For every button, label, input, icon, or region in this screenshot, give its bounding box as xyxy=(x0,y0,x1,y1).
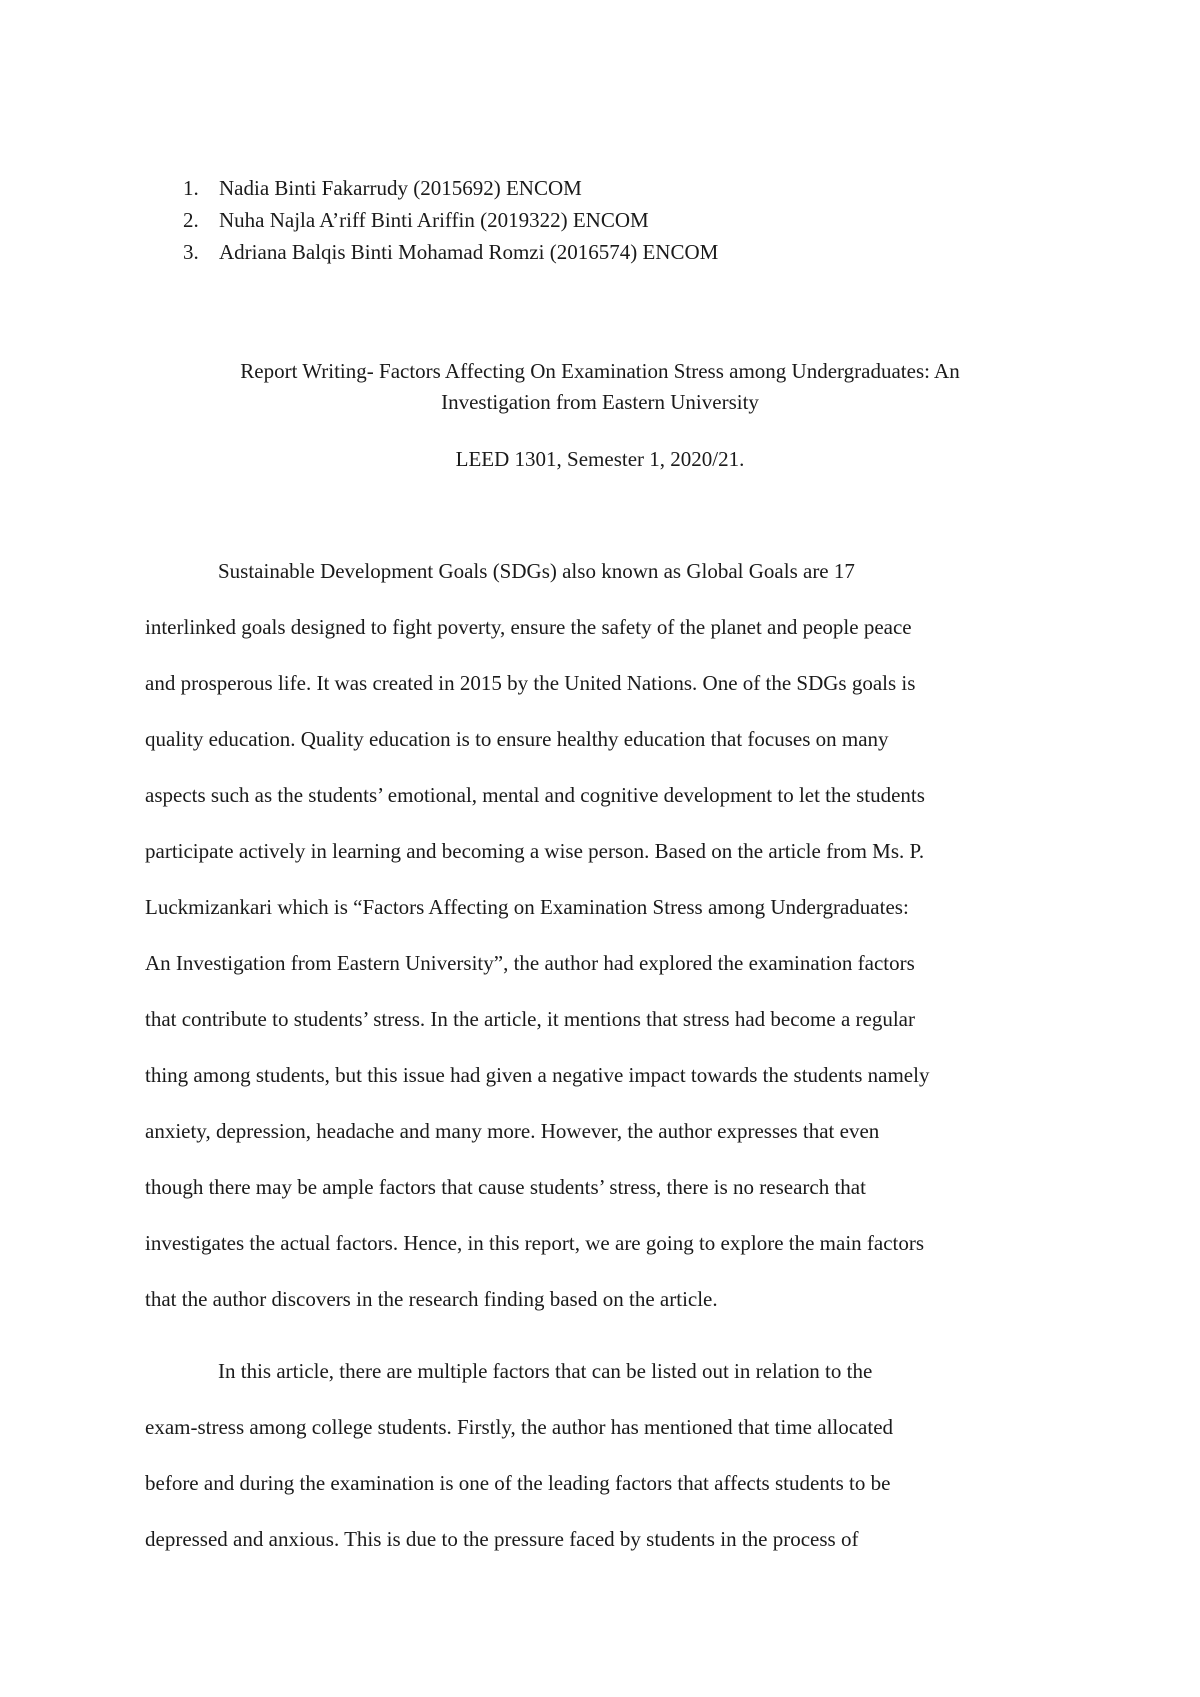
author-number: 2. xyxy=(183,208,199,232)
text-line: that contribute to students’ stress. In the article, it mentions that stress had become a regular xyxy=(145,1007,915,1031)
title-line: Report Writing- Factors Affecting On Examination Stress among Undergraduates: An xyxy=(240,359,960,383)
text-line: thing among students, but this issue had given a negative impact towards the students namely xyxy=(145,1063,930,1087)
author-list xyxy=(183,172,718,268)
author-number: 1. xyxy=(183,176,199,200)
text-line: Luckmizankari which is “Factors Affecting on Examination Stress among Undergraduates: xyxy=(145,895,909,919)
text-line: interlinked goals designed to fight poverty, ensure the safety of the planet and people peace xyxy=(145,615,912,639)
text-line: Sustainable Development Goals (SDGs) also known as Global Goals are 17 xyxy=(218,559,855,583)
text-line: that the author discovers in the research finding based on the article. xyxy=(145,1287,718,1311)
text-line: exam-stress among college students. Firstly, the author has mentioned that time allocated xyxy=(145,1415,894,1439)
text-line: aspects such as the students’ emotional, mental and cognitive development to let the students xyxy=(145,783,925,807)
author-item xyxy=(183,236,718,268)
report-title xyxy=(145,356,1055,418)
text-line: and prosperous life. It was created in 2015 by the United Nations. One of the SDGs goals is xyxy=(145,671,916,695)
author-item xyxy=(183,204,718,236)
text-line: participate actively in learning and becoming a wise person. Based on the article from Ms. P. xyxy=(145,839,925,863)
title-line: Investigation from Eastern University xyxy=(441,390,759,414)
author-item xyxy=(183,172,718,204)
text-line: anxiety, depression, headache and many more. However, the author expresses that even xyxy=(145,1119,880,1143)
course-info: LEED 1301, Semester 1, 2020/21. xyxy=(455,447,745,471)
author-number: 3. xyxy=(183,240,199,264)
paragraph-1 xyxy=(145,543,1075,1327)
author-text: Nadia Binti Fakarrudy (2015692) ENCOM xyxy=(219,176,582,200)
text-line: though there may be ample factors that cause students’ stress, there is no research that xyxy=(145,1175,866,1199)
text-line: In this article, there are multiple factors that can be listed out in relation to the xyxy=(218,1359,873,1383)
text-line: depressed and anxious. This is due to the pressure faced by students in the process of xyxy=(145,1527,859,1551)
text-line: quality education. Quality education is to ensure healthy education that focuses on many xyxy=(145,727,889,751)
text-line: investigates the actual factors. Hence, in this report, we are going to explore the main factors xyxy=(145,1231,925,1255)
author-text: Nuha Najla A’riff Binti Ariffin (2019322) ENCOM xyxy=(219,208,649,232)
text-line: An Investigation from Eastern University”, the author had explored the examination factors xyxy=(145,951,915,975)
author-text: Adriana Balqis Binti Mohamad Romzi (2016574) ENCOM xyxy=(219,240,719,264)
paragraph-2 xyxy=(145,1343,1075,1567)
text-line: before and during the examination is one of the leading factors that affects students to be xyxy=(145,1471,891,1495)
